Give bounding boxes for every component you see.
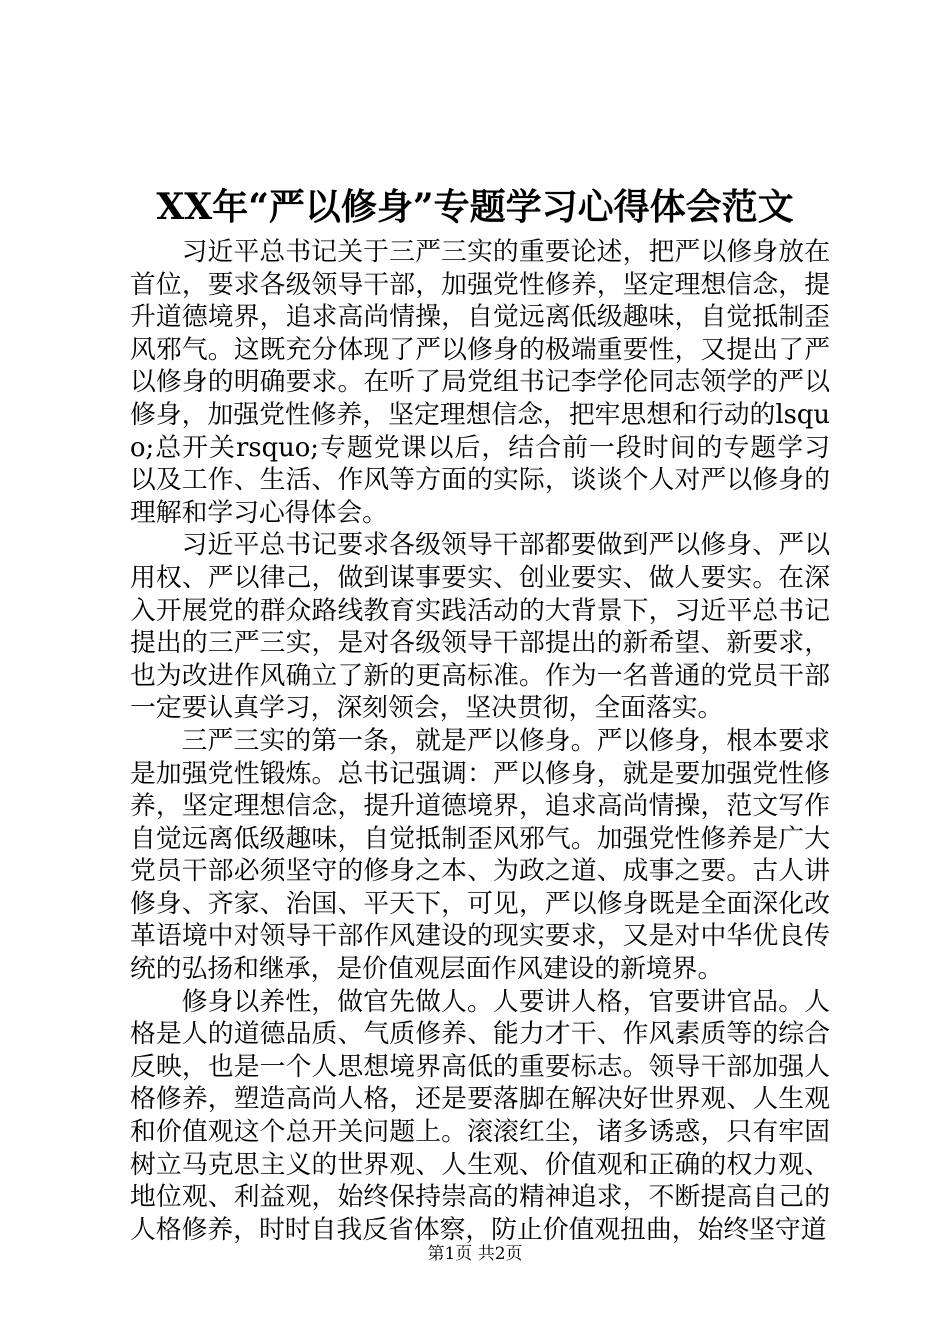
body-paragraph: 修身以养性，做官先做人。人要讲人格，官要讲官品。人格是人的道德品质、气质修养、能力才干、作风素质等的综合反映，也是一个人思想境界高低的重要标志。领导干部加强人格修养，塑造高尚人格，还是要落脚在解决好世界观、人生观和价值观这个总开关问题上。滚滚红尘，诸多诱惑，只有牢固树立马克思主义的世界观、人生观、价值观和正确的权力观、地位观、利益观，始终保持崇高的精神追求，不断提高自己的人格修养，时时自我反省体察，防止价值观扭曲，始终坚守道 (130, 986, 830, 1245)
page-number-footer: 第1页 共2页 (427, 1244, 523, 1264)
document-title: XX年“严以修身”专题学习心得体会范文 (156, 186, 794, 228)
body-paragraph: 习近平总书记关于三严三实的重要论述，把严以修身放在首位，要求各级领导干部，加强党性修养，坚定理想信念，提升道德境界，追求高尚情操，自觉远离低级趣味，自觉抵制歪风邪气。这既充分体现了严以修身的极端重要性，又提出了严以修身的明确要求。在听了局党组书记李学伦同志领学的严以修身，加强党性修养，坚定理想信念，把牢思想和行动的lsquo;总开关rsquo;专题党课以后，结合前一段时间的专题学习以及工作、生活、作风等方面的实际，谈谈个人对严以修身的理解和学习心得体会。 (130, 237, 830, 528)
body-paragraph: 三严三实的第一条，就是严以修身。严以修身，根本要求是加强党性锻炼。总书记强调：严以修身，就是要加强党性修养，坚定理想信念，提升道德境界，追求高尚情操，范文写作自觉远离低级趣味，自觉抵制歪风邪气。加强党性修养是广大党员干部必须坚守的修身之本、为政之道、成事之要。古人讲修身、齐家、治国、平天下，可见，严以修身既是全面深化改革语境中对领导干部作风建设的现实要求，又是对中华优良传统的弘扬和继承，是价值观层面作风建设的新境界。 (130, 725, 830, 985)
body-paragraph: 习近平总书记要求各级领导干部都要做到严以修身、严以用权、严以律己，做到谋事要实、创业要实、做人要实。在深入开展党的群众路线教育实践活动的大背景下，习近平总书记提出的三严三实，是对各级领导干部提出的新希望、新要求，也为改进作风确立了新的更高标准。作为一名普通的党员干部一定要认真学习，深刻领会，坚决贯彻，全面落实。 (130, 530, 830, 724)
document-body (130, 236, 830, 1246)
